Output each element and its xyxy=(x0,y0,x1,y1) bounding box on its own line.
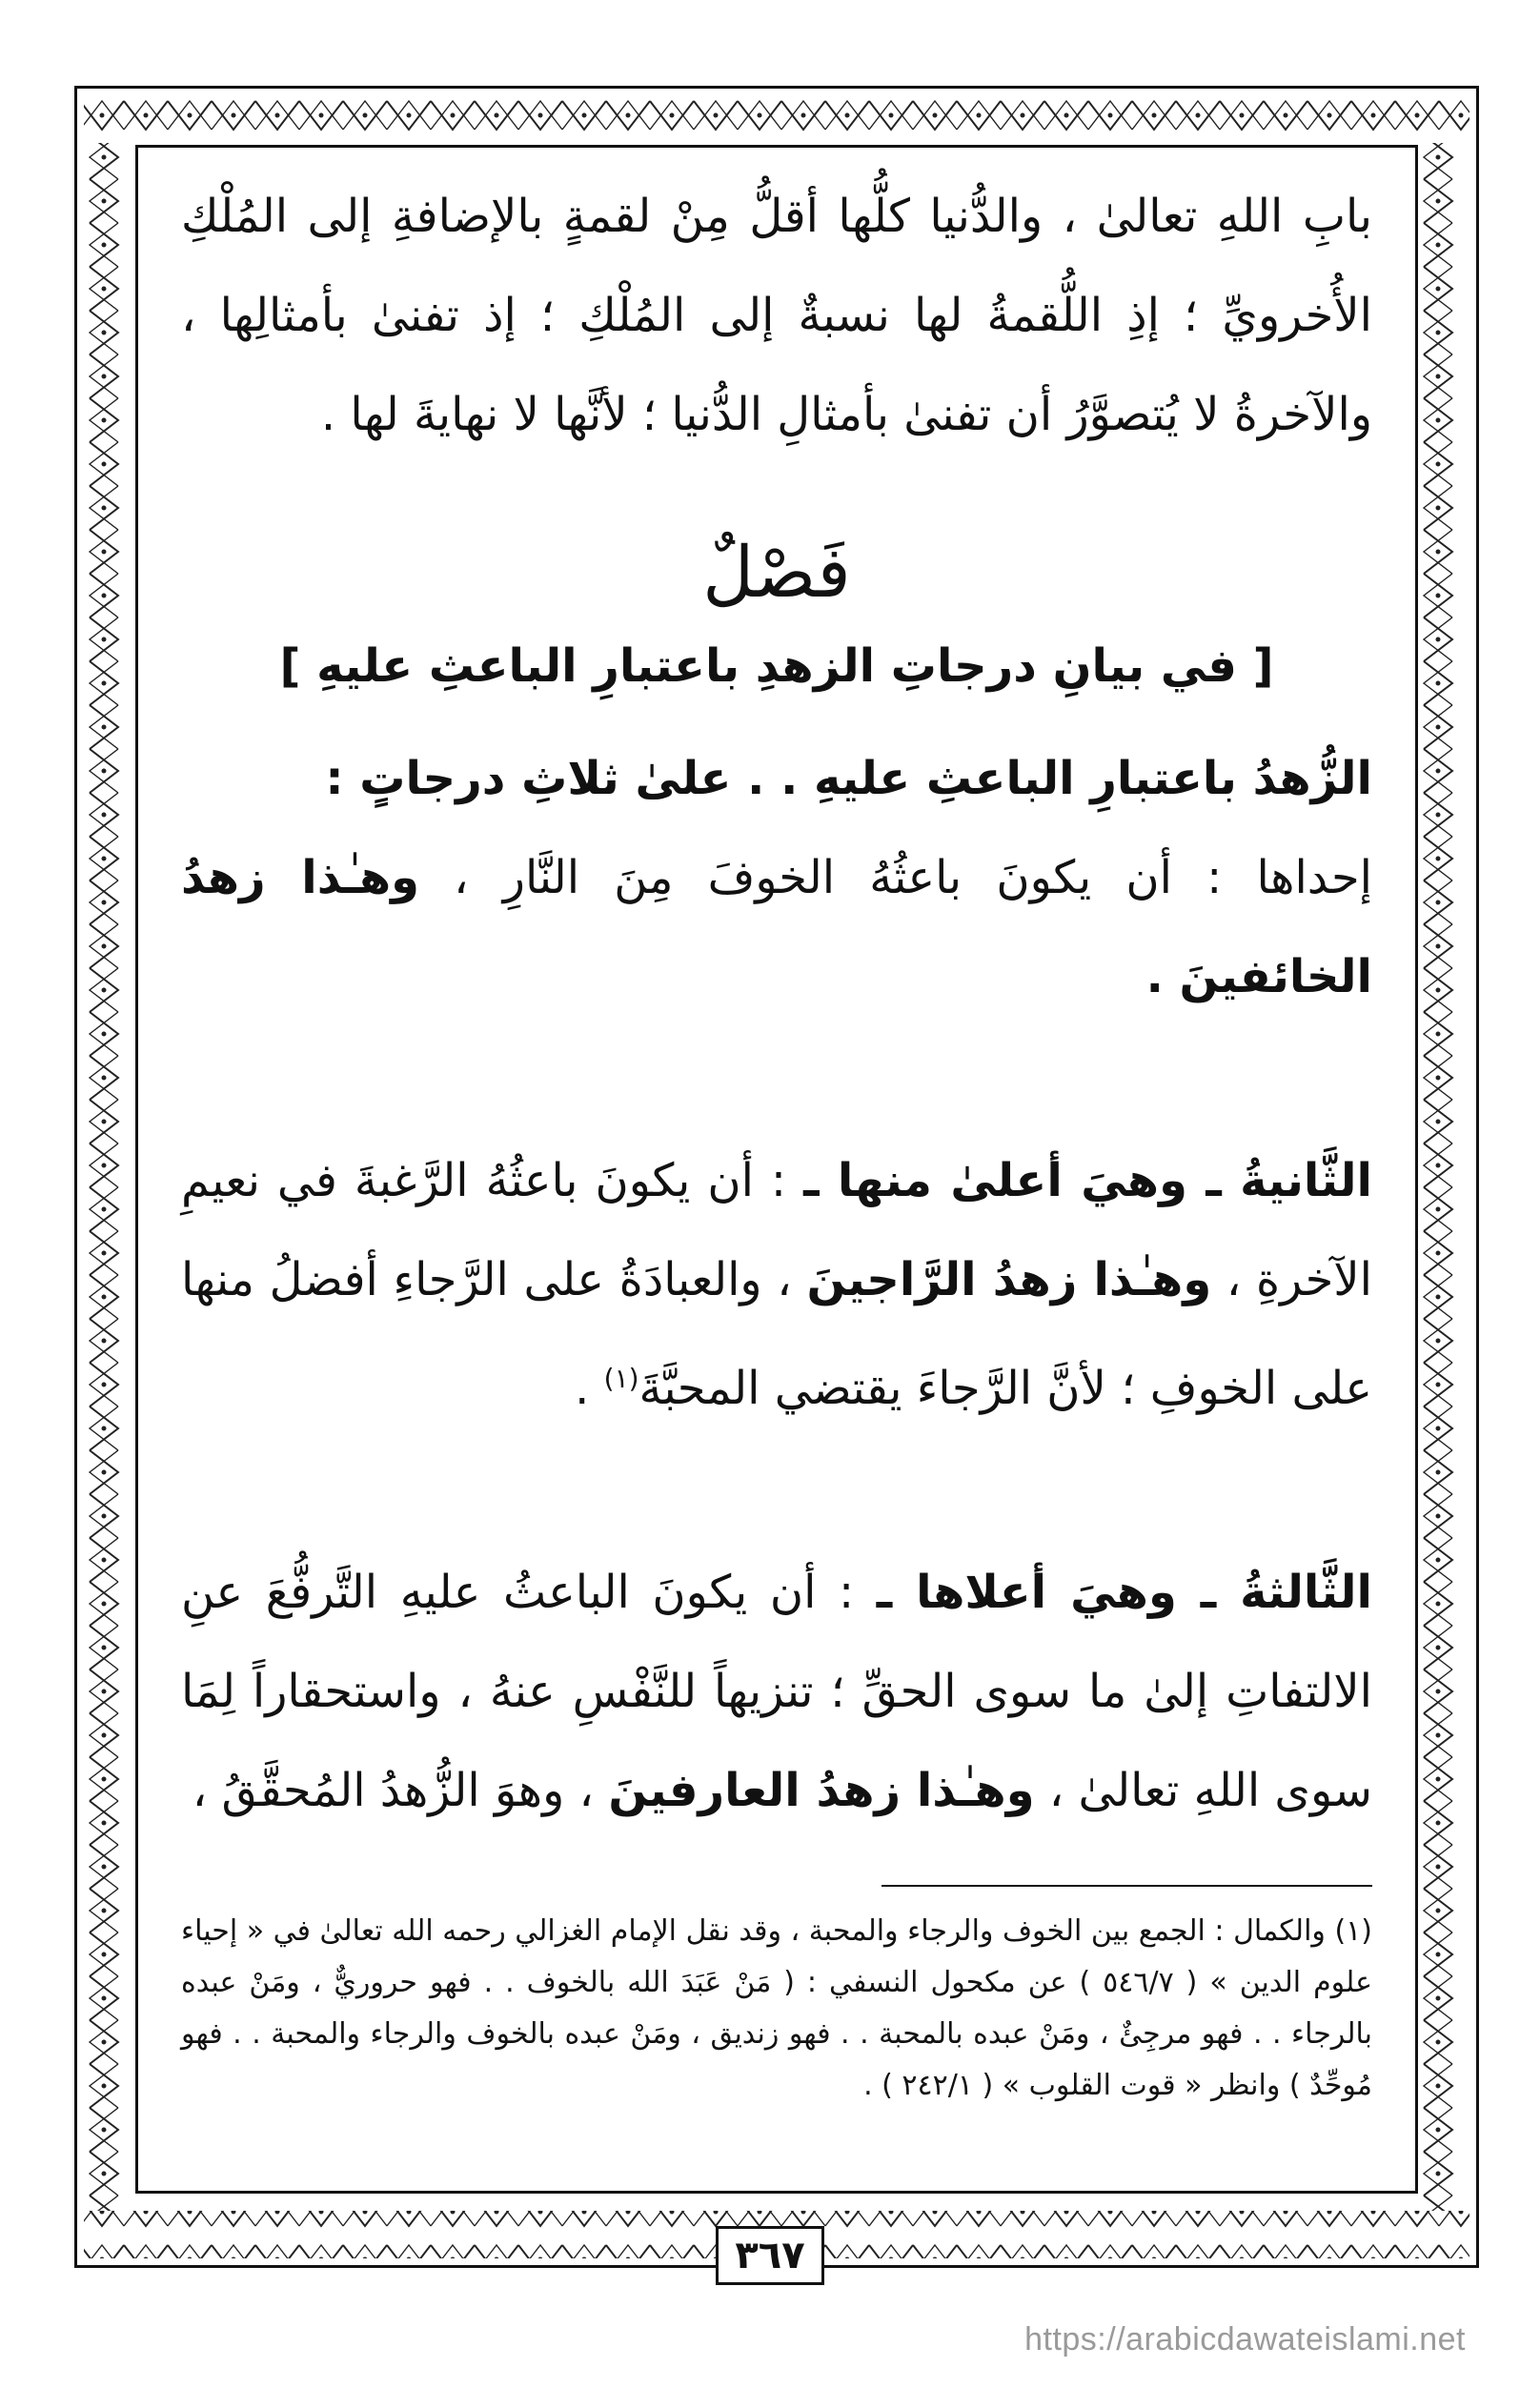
paragraph-intro: الزُّهدُ باعتبارِ الباعثِ عليهِ . . علىٰ ثلاثِ درجاتٍ : xyxy=(325,752,1372,805)
degree-2-end: . xyxy=(575,1362,604,1415)
watermark-url[interactable]: https://arabicdawateislami.net xyxy=(1024,2321,1466,2358)
degree-2-text-1: : أن يكونَ باعثُهُ الرَّغبةَ في نعيمِ الآخرةِ ، xyxy=(181,1154,1373,1306)
paragraph-degree-2 xyxy=(181,1131,1372,1438)
footnotes xyxy=(181,1906,1372,2112)
degree-3-lead: الثَّالثةُ ـ وهيَ أعلاها ـ xyxy=(876,1566,1373,1619)
degree-2-text-2: ، والعبادَةُ على الرَّجاءِ أفضلُ منها على الخوفِ ؛ لأنَّ الرَّجاءَ يقتضي المحبَّةَ xyxy=(181,1253,1372,1415)
degree-2-lead: الثَّانيةُ ـ وهيَ أعلىٰ منها ـ xyxy=(803,1154,1372,1207)
footnote-1: (١) والكمال : الجمع بين الخوف والرجاء والمحبة ، وقد نقل الإمام الغزالي رحمه الله تعالىٰ في « إحياء علوم الدين » ( ٥٤٦/٧ ) عن مكحول النسفي : ( مَنْ عَبَدَ الله بالخوف . . فهو حروريٌّ ، ومَنْ عبده بالرجاء . . فهو مرجِئٌ ، ومَنْ عبده بالمحبة . . فهو زنديق ، ومَنْ عبده بالخوف والرجاء والمحبة . . فهو مُوحِّدٌ ) وانظر « قوت القلوب » ( ٢٤٢/١ ) . xyxy=(181,1914,1372,2102)
degree-3-bold: وهـٰذا زهدُ العارفينَ xyxy=(608,1764,1035,1817)
page-number: ٣٦٧ xyxy=(716,2226,824,2285)
footnote-reference[interactable]: (١) xyxy=(603,1363,639,1394)
degree-2-bold: وهـٰذا زهدُ الرَّاجينَ xyxy=(806,1253,1212,1306)
degree-1-text: إحداها : أن يكونَ باعثُهُ الخوفَ مِنَ النَّارِ ، xyxy=(418,851,1372,904)
degree-3-text-2: ، وهوَ الزُّهدُ المُحقَّقُ ، xyxy=(192,1764,609,1817)
footnote-separator xyxy=(881,1885,1372,1887)
degree-1-bold: وهـٰذا زهدُ الخائفينَ . xyxy=(181,851,1372,1003)
fasl-calligraphy-ornament: فَصْلٌ xyxy=(702,532,851,614)
section-heading: [ في بيانِ درجاتِ الزهدِ باعتبارِ الباعثِ عليهِ ] xyxy=(279,639,1274,693)
page-body xyxy=(181,167,1372,1840)
paragraph-degree-3 xyxy=(181,1543,1372,1840)
degree-3-text-1: : أن يكونَ الباعثُ عليهِ التَّرفُّعَ عنِ الالتفاتِ إلىٰ ما سوى الحقِّ ؛ تنزيهاً للنَّفْسِ عنهُ ، واستحقاراً لِمَا سوى اللهِ تعالىٰ ، xyxy=(181,1566,1372,1817)
paragraph-continuation: بابِ اللهِ تعالىٰ ، والدُّنيا كلُّها أقلُّ مِنْ لقمةٍ بالإضافةِ إلى المُلْكِ الأُخرويِّ ؛ إذِ اللُّقمةُ لها نسبةٌ إلى المُلْكِ ؛ إذ تفنىٰ بأمثالِها ، والآخرةُ لا يُتصوَّرُ أن تفنىٰ بأمثالِ الدُّنيا ؛ لأنَّها لا نهايةَ لها . xyxy=(181,190,1372,441)
paragraph-degree-1 xyxy=(181,828,1372,1026)
